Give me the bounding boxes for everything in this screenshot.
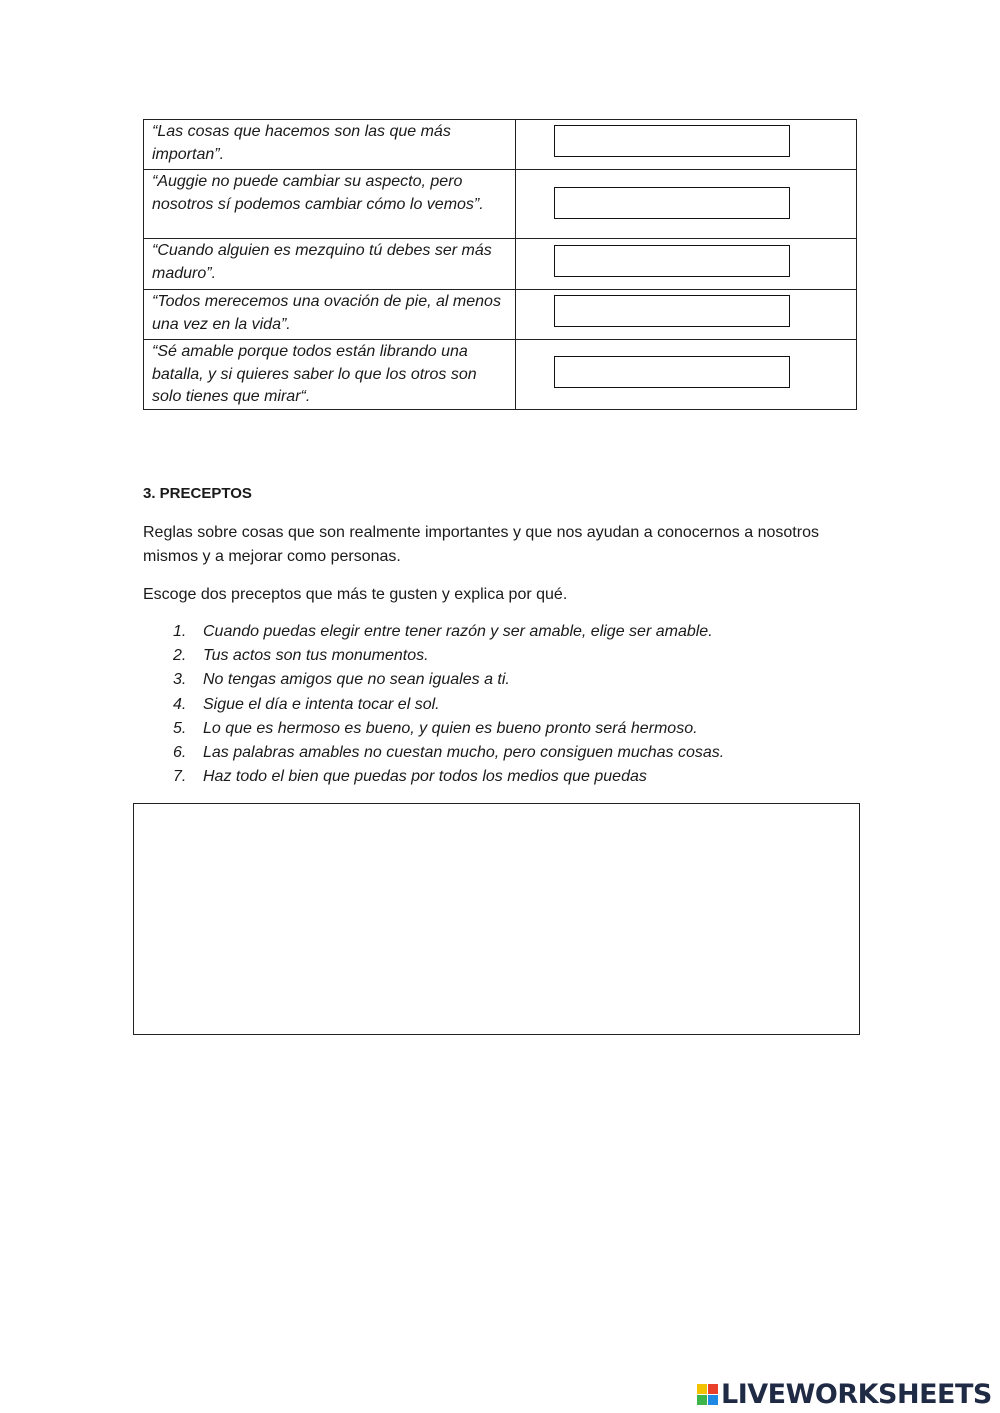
precepts-list — [143, 620, 724, 789]
explanation-textarea[interactable] — [133, 803, 860, 1035]
precept-text: Las palabras amables no cuestan mucho, pero consiguen muchas cosas. — [203, 744, 725, 762]
precept-text: Cuando puedas elegir entre tener razón y ser amable, elige ser amable. — [203, 623, 713, 640]
list-number: 6. — [173, 744, 187, 762]
table-row — [144, 290, 857, 340]
liveworksheets-logo — [697, 1378, 992, 1410]
quote-text: “Las cosas que hacemos son las que más importan”. — [144, 120, 516, 170]
logo-square — [708, 1395, 718, 1405]
table-row — [144, 239, 857, 290]
list-number: 1. — [173, 623, 187, 640]
answer-input[interactable] — [554, 187, 790, 219]
answer-input[interactable] — [554, 125, 790, 157]
section-instruction: Escoge dos preceptos que más te gusten y explica por qué. — [143, 586, 568, 603]
table-row — [144, 170, 857, 239]
quotes-table — [143, 119, 857, 410]
logo-icon — [697, 1384, 718, 1405]
answer-cell — [516, 120, 857, 170]
precept-text: No tengas amigos que no sean iguales a ti. — [203, 671, 510, 689]
section-title: 3. PRECEPTOS — [143, 485, 252, 502]
quote-text: “Sé amable porque todos están librando una batalla, y si quieres saber lo que los otros son solo tienes que mirar“. — [144, 340, 516, 410]
list-item — [143, 644, 724, 668]
list-number: 3. — [173, 671, 187, 689]
precept-text: Lo que es hermoso es bueno, y quien es bueno pronto será hermoso. — [203, 719, 698, 737]
list-number: 4. — [173, 695, 187, 713]
list-number: 2. — [173, 647, 187, 665]
list-item — [143, 765, 724, 789]
list-item — [143, 693, 724, 717]
list-number: 7. — [173, 768, 187, 786]
list-item — [143, 668, 724, 692]
precept-text: Sigue el día e intenta tocar el sol. — [203, 695, 440, 713]
quote-text: “Auggie no puede cambiar su aspecto, pero nosotros sí podemos cambiar cómo lo vemos”. — [144, 170, 516, 239]
logo-square — [697, 1395, 707, 1405]
answer-cell — [516, 340, 857, 410]
section-intro: Reglas sobre cosas que son realmente importantes y que nos ayudan a conocernos a nosotros mismos y a mejorar como personas. — [143, 524, 819, 565]
logo-square — [708, 1384, 718, 1394]
answer-cell — [516, 290, 857, 340]
list-item — [143, 741, 724, 765]
precept-text: Haz todo el bien que puedas por todos los medios que puedas — [203, 768, 647, 786]
precept-text: Tus actos son tus monumentos. — [203, 647, 429, 665]
logo-square — [697, 1384, 707, 1394]
answer-input[interactable] — [554, 356, 790, 388]
logo-text: LIVEWORKSHEETS — [721, 1378, 992, 1410]
answer-cell — [516, 170, 857, 239]
quote-text: “Cuando alguien es mezquino tú debes ser más maduro”. — [144, 239, 516, 290]
table-row — [144, 120, 857, 170]
answer-cell — [516, 239, 857, 290]
list-item — [143, 717, 724, 741]
answer-input[interactable] — [554, 245, 790, 277]
list-number: 5. — [173, 719, 187, 737]
quote-text: “Todos merecemos una ovación de pie, al menos una vez en la vida”. — [144, 290, 516, 340]
answer-input[interactable] — [554, 295, 790, 327]
list-item — [143, 620, 724, 644]
table-row — [144, 340, 857, 410]
